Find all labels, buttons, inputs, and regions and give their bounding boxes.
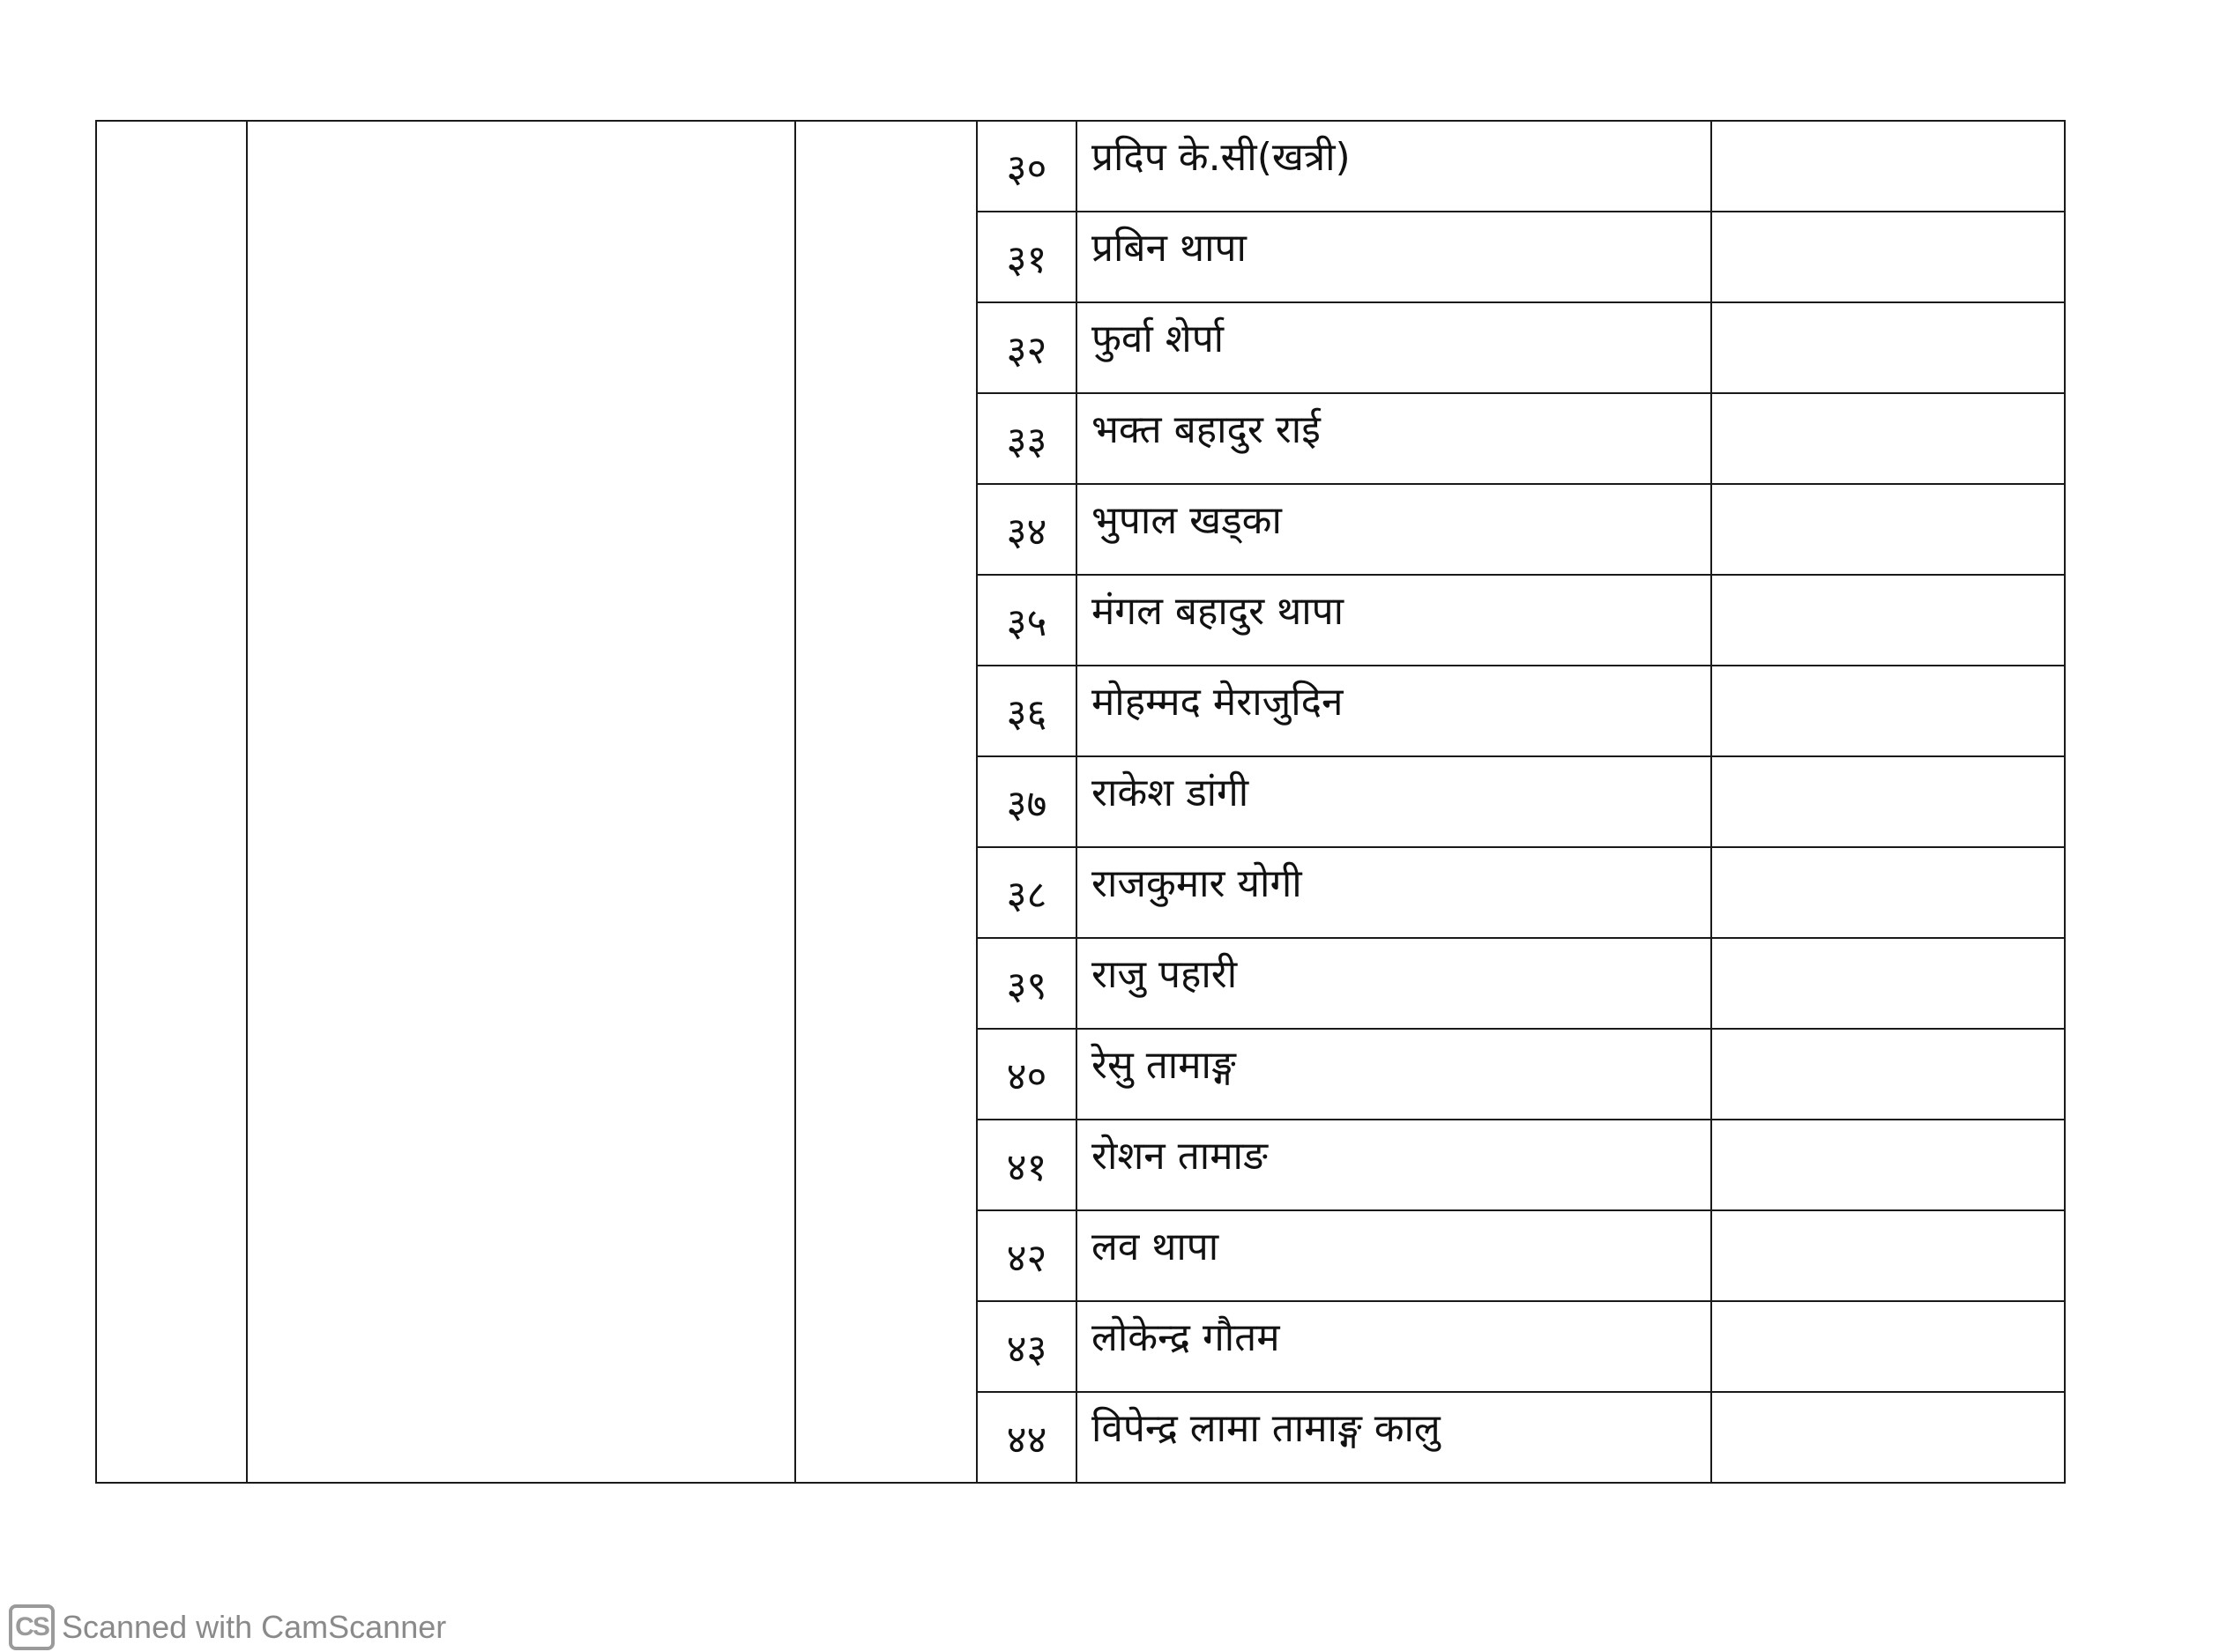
camscanner-watermark (9, 1603, 446, 1652)
empty-col-2 (247, 121, 795, 1483)
remarks-cell (1711, 393, 2065, 484)
person-name-cell: प्रदिप के.सी(खत्री) (1076, 121, 1711, 212)
remarks-cell (1711, 302, 2065, 393)
serial-number-cell: ३२ (977, 302, 1076, 393)
person-name-cell: लोकेन्द्र गौतम (1076, 1301, 1711, 1392)
table-row (96, 121, 2065, 212)
empty-col-3 (795, 121, 977, 1483)
remarks-cell (1711, 847, 2065, 938)
person-name-cell: विपेन्द्र लामा तामाङ्ग कालु (1076, 1392, 1711, 1483)
camscanner-logo-icon: CS (9, 1604, 55, 1650)
person-name-cell: फुर्वा शेर्पा (1076, 302, 1711, 393)
remarks-cell (1711, 938, 2065, 1029)
person-name-cell: भुपाल खड्का (1076, 484, 1711, 575)
person-name-cell: रेसु तामाङ्ग (1076, 1029, 1711, 1120)
serial-number-cell: ३० (977, 121, 1076, 212)
serial-number-cell: ३६ (977, 666, 1076, 756)
serial-number-cell: ३८ (977, 847, 1076, 938)
person-name-cell: राकेश डांगी (1076, 756, 1711, 847)
person-name-cell: रोशन तामाङ (1076, 1120, 1711, 1210)
serial-number-cell: ३१ (977, 212, 1076, 302)
remarks-cell (1711, 666, 2065, 756)
remarks-cell (1711, 1120, 2065, 1210)
remarks-cell (1711, 1392, 2065, 1483)
person-name-cell: मोहम्मद मेराजुदिन (1076, 666, 1711, 756)
remarks-cell (1711, 756, 2065, 847)
serial-number-cell: ४० (977, 1029, 1076, 1120)
empty-col-1 (96, 121, 247, 1483)
watermark-text: Scanned with CamScanner (62, 1609, 447, 1645)
person-name-cell: लव थापा (1076, 1210, 1711, 1301)
serial-number-cell: ४४ (977, 1392, 1076, 1483)
serial-number-cell: ३३ (977, 393, 1076, 484)
person-name-cell: मंगल बहादुर थापा (1076, 575, 1711, 666)
person-name-cell: भक्त बहादुर राई (1076, 393, 1711, 484)
serial-number-cell: ४३ (977, 1301, 1076, 1392)
person-name-cell: राजु पहारी (1076, 938, 1711, 1029)
remarks-cell (1711, 484, 2065, 575)
serial-number-cell: ४२ (977, 1210, 1076, 1301)
remarks-cell (1711, 1301, 2065, 1392)
serial-number-cell: ३४ (977, 484, 1076, 575)
names-table (95, 120, 2066, 1484)
serial-number-cell: ३७ (977, 756, 1076, 847)
remarks-cell (1711, 575, 2065, 666)
table-body (96, 121, 2065, 1483)
remarks-cell (1711, 1210, 2065, 1301)
remarks-cell (1711, 1029, 2065, 1120)
remarks-cell (1711, 121, 2065, 212)
serial-number-cell: ३५ (977, 575, 1076, 666)
person-name-cell: प्रबिन थापा (1076, 212, 1711, 302)
person-name-cell: राजकुमार योगी (1076, 847, 1711, 938)
serial-number-cell: ३९ (977, 938, 1076, 1029)
remarks-cell (1711, 212, 2065, 302)
serial-number-cell: ४१ (977, 1120, 1076, 1210)
